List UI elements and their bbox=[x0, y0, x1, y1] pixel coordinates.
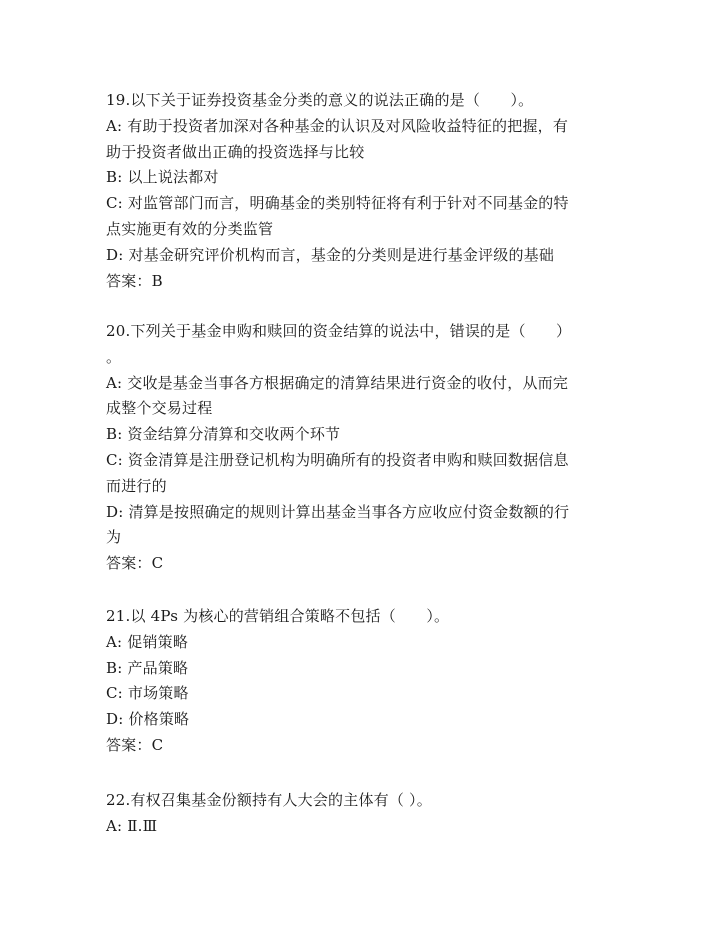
question-21-answer: 答案：C bbox=[106, 735, 164, 754]
question-19-answer: 答案：B bbox=[106, 271, 163, 290]
question-21-option-d: D: 价格策略 bbox=[106, 710, 190, 729]
question-19 bbox=[106, 88, 611, 294]
question-20-answer: 答案：C bbox=[106, 554, 164, 573]
question-21-option-b: B: 产品策略 bbox=[106, 658, 189, 677]
question-19-option-a: A: 有助于投资者加深对各种基金的认识及对风险收益特征的把握，有 bbox=[106, 116, 569, 135]
question-22 bbox=[106, 788, 611, 840]
question-20-option-c-cont: 而进行的 bbox=[106, 476, 167, 495]
question-21-stem: 21.以 4Ps 为核心的营销组合策略不包括（ ）。 bbox=[106, 607, 450, 625]
question-19-option-a-cont: 助于投资者做出正确的投资选择与比较 bbox=[106, 142, 365, 161]
question-19-option-c: C: 对监管部门而言，明确基金的类别特征将有利于针对不同基金的特 bbox=[106, 194, 569, 213]
question-22-stem: 22.有权召集基金份额持有人大会的主体有（ ）。 bbox=[106, 791, 432, 809]
question-19-option-d: D: 对基金研究评价机构而言，基金的分类则是进行基金评级的基础 bbox=[106, 245, 555, 264]
question-20-option-c: C: 资金清算是注册登记机构为明确所有的投资者申购和赎回数据信息 bbox=[106, 450, 569, 469]
question-21 bbox=[106, 604, 611, 759]
question-20-option-d-cont: 为 bbox=[106, 528, 122, 547]
question-20-stem: 20.下列关于基金申购和赎回的资金结算的说法中，错误的是（ ） bbox=[106, 322, 572, 340]
question-20-option-a-cont: 成整个交易过程 bbox=[106, 399, 213, 418]
question-21-option-a: A: 促销策略 bbox=[106, 632, 189, 651]
question-19-option-b: B: 以上说法都对 bbox=[106, 168, 219, 187]
question-20-option-d: D: 清算是按照确定的规则计算出基金当事各方应收应付资金数额的行 bbox=[106, 502, 570, 521]
question-21-option-c: C: 市场策略 bbox=[106, 684, 189, 703]
question-22-option-a: A: Ⅱ.Ⅲ bbox=[106, 816, 158, 835]
question-20-option-b: B: 资金结算分清算和交收两个环节 bbox=[106, 425, 341, 444]
question-19-option-c-cont: 点实施更有效的分类监管 bbox=[106, 219, 274, 238]
question-20-stem-cont: 。 bbox=[106, 347, 122, 366]
question-19-stem: 19.以下关于证券投资基金分类的意义的说法正确的是（ ）。 bbox=[106, 91, 534, 109]
question-20 bbox=[106, 319, 611, 577]
question-20-option-a: A: 交收是基金当事各方根据确定的清算结果进行资金的收付，从而完 bbox=[106, 373, 569, 392]
